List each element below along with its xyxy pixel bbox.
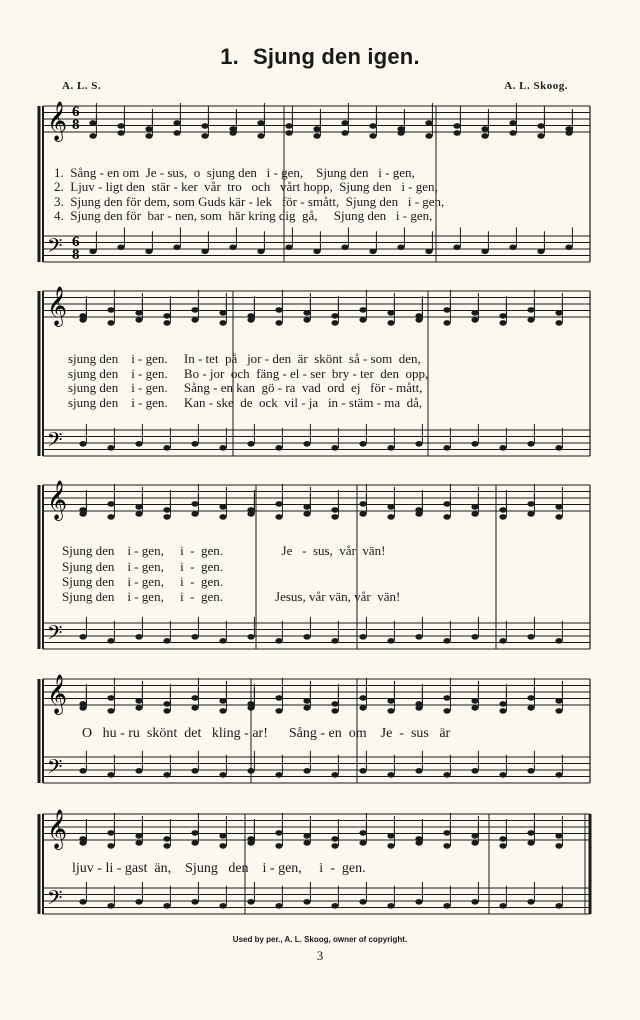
note-head <box>397 244 404 250</box>
note-head <box>453 130 460 136</box>
treble-clef-icon: 𝄞 <box>47 809 68 849</box>
note-head <box>443 307 450 313</box>
note-head <box>359 317 366 323</box>
note-head <box>331 445 338 451</box>
note-head <box>527 317 534 323</box>
note-head <box>163 708 170 714</box>
note-head <box>135 511 142 517</box>
note-head <box>471 511 478 517</box>
note-head <box>527 501 534 507</box>
note-head <box>555 903 562 909</box>
note-head <box>443 695 450 701</box>
note-head <box>135 698 142 704</box>
note-head <box>107 903 114 909</box>
note-head <box>443 320 450 326</box>
note-head <box>163 772 170 778</box>
note-head <box>135 840 142 846</box>
note-head <box>481 133 488 139</box>
lyric-line: O hu - ru skönt det kling - ar! Sång - en om Je - sus är <box>82 726 451 741</box>
page-number: 3 <box>316 948 324 963</box>
note-head <box>387 514 394 520</box>
note-head <box>89 120 96 126</box>
lyric-line: Sjung den i - gen, i - gen. Jesus, vår vän, vår vän! <box>62 589 401 604</box>
note-head <box>499 445 506 451</box>
note-head <box>425 248 432 254</box>
note-head <box>107 695 114 701</box>
note-head <box>341 130 348 136</box>
note-head <box>79 441 86 447</box>
note-head <box>555 638 562 644</box>
note-head <box>79 768 86 774</box>
note-head <box>555 833 562 839</box>
note-head <box>415 317 422 323</box>
note-head <box>499 903 506 909</box>
note-head <box>303 698 310 704</box>
note-head <box>163 445 170 451</box>
note-head <box>313 126 320 132</box>
note-head <box>275 320 282 326</box>
note-head <box>331 514 338 520</box>
note-head <box>509 130 516 136</box>
note-head <box>219 903 226 909</box>
note-head <box>173 244 180 250</box>
note-head <box>247 511 254 517</box>
note-head <box>527 899 534 905</box>
note-head <box>555 843 562 849</box>
note-head <box>303 511 310 517</box>
note-head <box>425 120 432 126</box>
note-head <box>387 708 394 714</box>
copyright-notice: Used by per., A. L. Skoog, owner of copyright. <box>232 935 408 944</box>
note-head <box>359 830 366 836</box>
note-head <box>135 310 142 316</box>
note-head <box>107 514 114 520</box>
note-head <box>275 501 282 507</box>
note-head <box>331 507 338 513</box>
note-head <box>555 698 562 704</box>
note-head <box>443 638 450 644</box>
note-head <box>443 708 450 714</box>
note-head <box>313 133 320 139</box>
note-head <box>135 705 142 711</box>
note-head <box>471 634 478 640</box>
note-head <box>313 248 320 254</box>
note-head <box>331 772 338 778</box>
note-head <box>499 843 506 849</box>
lyric-line: Sjung den i - gen, i - gen. <box>62 559 224 574</box>
note-head <box>145 133 152 139</box>
time-signature-digit: 6 <box>72 234 80 250</box>
note-head <box>471 504 478 510</box>
note-head <box>135 317 142 323</box>
lyric-line: Sjung den i - gen, i - gen. <box>62 574 224 589</box>
note-head <box>499 320 506 326</box>
note-head <box>415 705 422 711</box>
hymn-number: 1. <box>220 44 239 69</box>
note-head <box>471 698 478 704</box>
note-head <box>107 830 114 836</box>
note-head <box>219 445 226 451</box>
lyric-line: sjung den i - gen. Sång - en kan gö - ra vad ord ej för - mått, <box>68 380 423 395</box>
note-head <box>471 317 478 323</box>
note-head <box>247 317 254 323</box>
note-head <box>387 843 394 849</box>
note-head <box>275 903 282 909</box>
note-head <box>163 903 170 909</box>
note-head <box>219 638 226 644</box>
note-head <box>201 123 208 129</box>
note-head <box>303 310 310 316</box>
note-head <box>163 836 170 842</box>
note-head <box>145 126 152 132</box>
note-head <box>219 310 226 316</box>
note-head <box>191 899 198 905</box>
note-head <box>275 830 282 836</box>
note-head <box>359 695 366 701</box>
note-head <box>359 441 366 447</box>
note-head <box>219 843 226 849</box>
note-head <box>555 445 562 451</box>
note-head <box>527 511 534 517</box>
note-head <box>527 695 534 701</box>
note-head <box>555 320 562 326</box>
note-head <box>303 899 310 905</box>
note-head <box>163 507 170 513</box>
note-head <box>107 307 114 313</box>
note-head <box>135 504 142 510</box>
note-head <box>369 248 376 254</box>
note-head <box>219 708 226 714</box>
note-head <box>331 320 338 326</box>
note-head <box>257 120 264 126</box>
note-head <box>191 317 198 323</box>
note-head <box>471 768 478 774</box>
note-head <box>481 126 488 132</box>
note-head <box>387 445 394 451</box>
note-head <box>359 501 366 507</box>
note-head <box>303 768 310 774</box>
note-head <box>219 514 226 520</box>
note-head <box>201 133 208 139</box>
note-head <box>219 320 226 326</box>
note-head <box>173 120 180 126</box>
treble-clef-icon: 𝄞 <box>47 101 68 141</box>
note-head <box>79 840 86 846</box>
note-head <box>471 840 478 846</box>
note-head <box>527 441 534 447</box>
treble-clef-icon: 𝄞 <box>47 286 68 326</box>
lyric-line: sjung den i - gen. In - tet på jor - den är skönt så - som den, <box>68 351 421 366</box>
note-head <box>117 130 124 136</box>
note-head <box>303 833 310 839</box>
note-head <box>387 310 394 316</box>
note-head <box>443 843 450 849</box>
note-head <box>331 836 338 842</box>
note-head <box>219 833 226 839</box>
note-head <box>527 830 534 836</box>
note-head <box>191 830 198 836</box>
lyric-line: 4. Sjung den för bar - nen, som här kring dig gå, Sjung den i - gen, <box>54 208 433 223</box>
time-signature-digit: 8 <box>72 247 80 263</box>
note-head <box>79 899 86 905</box>
note-head <box>191 634 198 640</box>
note-head <box>443 830 450 836</box>
note-head <box>79 634 86 640</box>
note-head <box>387 638 394 644</box>
note-head <box>191 705 198 711</box>
note-head <box>247 441 254 447</box>
note-head <box>275 843 282 849</box>
note-head <box>499 836 506 842</box>
note-head <box>527 307 534 313</box>
composer-credit: A. L. Skoog. <box>504 80 568 92</box>
note-head <box>275 445 282 451</box>
note-head <box>219 504 226 510</box>
note-head <box>555 310 562 316</box>
note-head <box>275 307 282 313</box>
lyricist-credit: A. L. S. <box>62 80 102 92</box>
lyric-line: 3. Sjung den för dem, som Guds kär - lek för - smått, Sjung den i - gen, <box>54 194 445 209</box>
note-head <box>107 708 114 714</box>
note-head <box>443 501 450 507</box>
note-head <box>471 899 478 905</box>
note-head <box>387 504 394 510</box>
note-head <box>537 248 544 254</box>
note-head <box>471 705 478 711</box>
note-head <box>555 708 562 714</box>
note-head <box>331 701 338 707</box>
hymn-title: Sjung den igen. <box>252 44 420 69</box>
note-head <box>499 313 506 319</box>
note-head <box>415 840 422 846</box>
note-head <box>219 698 226 704</box>
lyric-line: 1. Sång - en om Je - sus, o sjung den i - gen, Sjung den i - gen, <box>54 165 415 180</box>
note-head <box>359 307 366 313</box>
note-head <box>415 511 422 517</box>
note-head <box>303 705 310 711</box>
note-head <box>527 634 534 640</box>
note-head <box>303 504 310 510</box>
note-head <box>275 772 282 778</box>
note-head <box>425 133 432 139</box>
lyric-line: sjung den i - gen. Kan - ske de ock vil - ja in - stäm - ma då, <box>68 395 423 410</box>
note-head <box>509 120 516 126</box>
note-head <box>387 903 394 909</box>
note-head <box>257 133 264 139</box>
note-head <box>191 511 198 517</box>
note-head <box>359 705 366 711</box>
note-head <box>285 244 292 250</box>
note-head <box>415 768 422 774</box>
note-head <box>163 638 170 644</box>
note-heads <box>79 103 572 909</box>
time-signature-digit: 8 <box>72 117 80 133</box>
note-head <box>453 123 460 129</box>
note-head <box>229 244 236 250</box>
note-head <box>79 705 86 711</box>
note-head <box>359 511 366 517</box>
note-head <box>397 130 404 136</box>
note-head <box>331 903 338 909</box>
note-head <box>527 768 534 774</box>
note-head <box>331 638 338 644</box>
note-head <box>163 514 170 520</box>
note-head <box>499 701 506 707</box>
note-head <box>481 248 488 254</box>
note-head <box>471 441 478 447</box>
note-head <box>275 638 282 644</box>
note-head <box>107 843 114 849</box>
lyric-line: 2. Ljuv - ligt den stär - ker vår tro och vårt hopp, Sjung den i - gen, <box>54 179 438 194</box>
note-head <box>163 320 170 326</box>
note-head <box>499 514 506 520</box>
note-head <box>247 899 254 905</box>
note-head <box>303 634 310 640</box>
note-head <box>247 705 254 711</box>
note-head <box>163 313 170 319</box>
note-head <box>331 313 338 319</box>
note-head <box>107 772 114 778</box>
note-head <box>537 123 544 129</box>
note-head <box>341 120 348 126</box>
note-head <box>331 708 338 714</box>
note-head <box>471 310 478 316</box>
time-signature-digit: 6 <box>72 104 80 120</box>
note-head <box>107 638 114 644</box>
note-head <box>527 705 534 711</box>
note-head <box>191 441 198 447</box>
note-head <box>387 772 394 778</box>
note-head <box>247 634 254 640</box>
note-head <box>191 840 198 846</box>
note-head <box>359 899 366 905</box>
note-head <box>163 843 170 849</box>
note-head <box>275 514 282 520</box>
note-head <box>359 634 366 640</box>
bass-clef-icon: 𝄢 <box>47 234 63 262</box>
note-head <box>275 695 282 701</box>
note-head <box>387 320 394 326</box>
note-head <box>415 899 422 905</box>
note-head <box>107 445 114 451</box>
note-head <box>275 708 282 714</box>
note-head <box>303 441 310 447</box>
note-head <box>257 248 264 254</box>
lyric-line: sjung den i - gen. Bo - jor och fäng - el - ser bry - ter den opp, <box>68 366 429 381</box>
note-head <box>107 501 114 507</box>
note-head <box>387 698 394 704</box>
note-head <box>359 768 366 774</box>
note-head <box>219 772 226 778</box>
note-head <box>555 514 562 520</box>
treble-clef-icon: 𝄞 <box>47 674 68 714</box>
note-head <box>303 840 310 846</box>
note-head <box>135 899 142 905</box>
note-head <box>79 317 86 323</box>
note-head <box>359 840 366 846</box>
note-head <box>79 511 86 517</box>
note-head <box>509 244 516 250</box>
note-head <box>135 441 142 447</box>
note-head <box>135 833 142 839</box>
note-head <box>247 840 254 846</box>
note-head <box>89 133 96 139</box>
note-head <box>387 833 394 839</box>
note-head <box>145 248 152 254</box>
staff-lines <box>39 106 590 914</box>
note-head <box>341 244 348 250</box>
note-head <box>163 701 170 707</box>
note-head <box>565 244 572 250</box>
note-head <box>369 123 376 129</box>
note-head <box>191 768 198 774</box>
note-head <box>471 833 478 839</box>
note-head <box>285 130 292 136</box>
lyric-line: Sjung den i - gen, i - gen. Je - sus, vår vän! <box>62 543 386 558</box>
note-head <box>555 772 562 778</box>
note-head <box>191 307 198 313</box>
note-head <box>229 130 236 136</box>
note-head <box>117 123 124 129</box>
bass-clef-icon: 𝄢 <box>47 428 63 456</box>
note-head <box>247 768 254 774</box>
note-head <box>499 708 506 714</box>
note-head <box>173 130 180 136</box>
note-head <box>201 248 208 254</box>
note-head <box>117 244 124 250</box>
note-head <box>443 445 450 451</box>
note-head <box>499 638 506 644</box>
bass-clef-icon: 𝄢 <box>47 886 63 914</box>
note-head <box>107 320 114 326</box>
note-head <box>443 903 450 909</box>
lyric-line: ljuv - li - gast än, Sjung den i - gen, i - gen. <box>72 861 366 876</box>
note-head <box>191 695 198 701</box>
note-head <box>443 514 450 520</box>
note-head <box>135 768 142 774</box>
note-head <box>191 501 198 507</box>
note-head <box>537 133 544 139</box>
note-head <box>135 634 142 640</box>
note-head <box>369 133 376 139</box>
note-head <box>89 248 96 254</box>
treble-clef-icon: 𝄞 <box>47 480 68 520</box>
note-head <box>415 441 422 447</box>
note-head <box>527 840 534 846</box>
note-head <box>453 244 460 250</box>
note-head <box>331 843 338 849</box>
note-head <box>415 634 422 640</box>
note-head <box>303 317 310 323</box>
note-head <box>565 130 572 136</box>
note-head <box>555 504 562 510</box>
note-head <box>443 772 450 778</box>
note-head <box>285 123 292 129</box>
bass-clef-icon: 𝄢 <box>47 621 63 649</box>
bass-clef-icon: 𝄢 <box>47 755 63 783</box>
note-head <box>499 772 506 778</box>
note-head <box>499 507 506 513</box>
